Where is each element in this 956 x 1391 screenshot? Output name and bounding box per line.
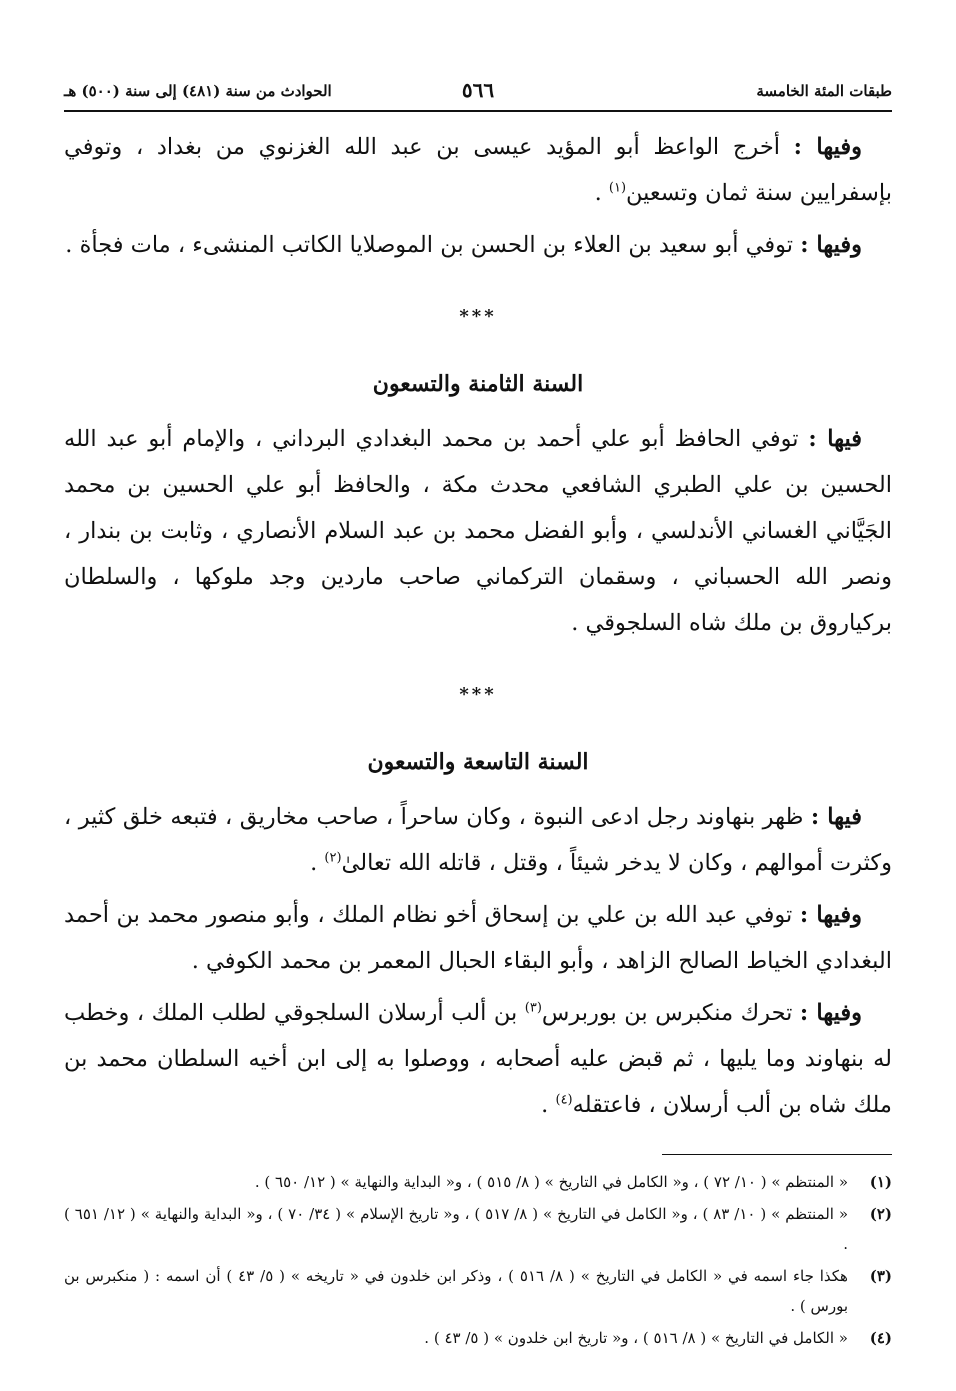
paragraph-text: تحرك منكبرس بن بوربرس <box>541 1000 800 1026</box>
paragraph-text: توفي أبو سعيد بن العلاء بن الحسن بن الموصلايا الكاتب المنشىء ، مات فجأة . <box>65 232 801 258</box>
paragraph <box>64 416 892 646</box>
paragraph-text: أخرج الواعظ أبو المؤيد عيسى بن عبد الله الغزنوي من بغداد ، وتوفي بإسفرايين سنة ثمان وتسعين <box>64 134 892 206</box>
paragraph-lead: وفيها : <box>800 232 862 258</box>
footnote-ref[interactable]: (٢) <box>324 850 342 866</box>
footnote-number: (١) <box>869 1173 892 1191</box>
running-header <box>64 70 892 112</box>
paragraph <box>64 990 892 1128</box>
paragraph-tail: . <box>541 1092 556 1118</box>
section-separator: *** <box>459 306 497 327</box>
paragraph-text: بن ألب أرسلان السلجوقي لطلب الملك ، وخطب له بنهاوند وما يليها ، ثم قبض عليه أصحابه ، ووصلوا به إلى ابن أخيه السلطان محمد بن ملك شاه بن ألب أرسلان ، فاعتقله <box>64 1000 892 1118</box>
footnote-text: « الكامل في التاريخ » ( ٨/ ٥١٦ ) ، و« تاريخ ابن خلدون » ( ٥/ ٤٣ ) . <box>424 1329 848 1347</box>
footnote-text: هكذا جاء اسمه في « الكامل في التاريخ » ( ٨/ ٥١٦ ) ، وذكر ابن خلدون في « تاريخه » ( ٥/ ٤٣ ) أن اسمه : ( منكبرس بن بورس ) . <box>64 1267 848 1315</box>
footnote-text: « المنتظم » ( ١٠/ ٨٣ ) ، و« الكامل في التاريخ » ( ٨/ ٥١٧ ) ، و« تاريخ الإسلام » ( ٣٤/ ٧٠ ) ، و« البداية والنهاية » ( ١٢/ ٦٥١ ) . <box>64 1205 849 1253</box>
paragraph-lead: فيها : <box>810 804 863 830</box>
footnote-ref[interactable]: (٣) <box>524 1000 542 1016</box>
paragraph <box>64 124 892 216</box>
footnote-number: (٣) <box>869 1267 892 1285</box>
paragraph-text: توفي الحافظ أبو علي أحمد بن محمد البغدادي البرداني ، والإمام أبو عبد الله الحسين بن علي الطبري الشافعي محدث مكة ، والحافظ أبو علي الحسين بن محمد الجَيَّاني الغساني الأندلسي ، وأبو الفضل محمد بن عبد السلام الأنصاري ، وثابت بن بندار ، ونصر الله الحسباني ، وسقمان التركماني صاحب ماردين وجد ملوكها ، والسلطان بركياروق بن ملك شاه السلجوقي . <box>64 426 892 636</box>
paragraph-lead: وفيها : <box>799 1000 862 1026</box>
footnote-text: « المنتظم » ( ١٠/ ٧٢ ) ، و« الكامل في التاريخ » ( ٨/ ٥١٥ ) ، و« البداية والنهاية » ( ١٢/ ٦٥٠ ) . <box>254 1173 848 1191</box>
paragraph-text: ظهر بنهاوند رجل ادعى النبوة ، وكان ساحراً ، صاحب مخاريق ، فتبعه خلق كثير ، وكثرت أموالهم ، وكان لا يدخر شيئاً ، وقتل ، قاتله الله تعالىٰ <box>64 804 892 876</box>
paragraph <box>64 892 892 984</box>
header-book-title: طبقات المئة الخامسة <box>756 82 892 100</box>
header-chapter-title: الحوادث من سنة (٤٨١) إلى سنة (٥٠٠) هـ <box>64 82 332 100</box>
section-title: السنة الثامنة والتسعون <box>372 371 584 397</box>
footnote-ref[interactable]: (٤) <box>555 1092 573 1108</box>
footnotes <box>64 1167 892 1353</box>
paragraph-lead: فيها : <box>808 426 862 452</box>
paragraph <box>64 222 892 268</box>
footnote-number: (٢) <box>869 1205 892 1223</box>
section-title: السنة التاسعة والتسعون <box>367 749 589 775</box>
paragraph-tail: . <box>594 180 609 206</box>
section-separator: *** <box>459 684 497 705</box>
footnote-ref[interactable]: (١) <box>608 180 627 196</box>
footnote-divider <box>662 1154 892 1155</box>
paragraph-lead: وفيها : <box>793 134 862 160</box>
paragraph <box>64 794 892 886</box>
main-text <box>64 124 892 1128</box>
footnote <box>64 1261 892 1321</box>
paragraph-lead: وفيها : <box>799 902 862 928</box>
paragraph-text: توفي عبد الله بن علي بن إسحاق أخو نظام الملك ، وأبو منصور محمد بن أحمد البغدادي الخياط الصالح الزاهد ، وأبو البقاء الحبال المعمر بن محمد الكوفي . <box>64 902 892 974</box>
page-number: ٥٦٦ <box>461 78 495 102</box>
paragraph-tail: . <box>310 850 325 876</box>
footnote <box>64 1199 892 1259</box>
footnote-number: (٤) <box>869 1329 892 1347</box>
footnote <box>64 1323 892 1353</box>
footnote <box>64 1167 892 1197</box>
